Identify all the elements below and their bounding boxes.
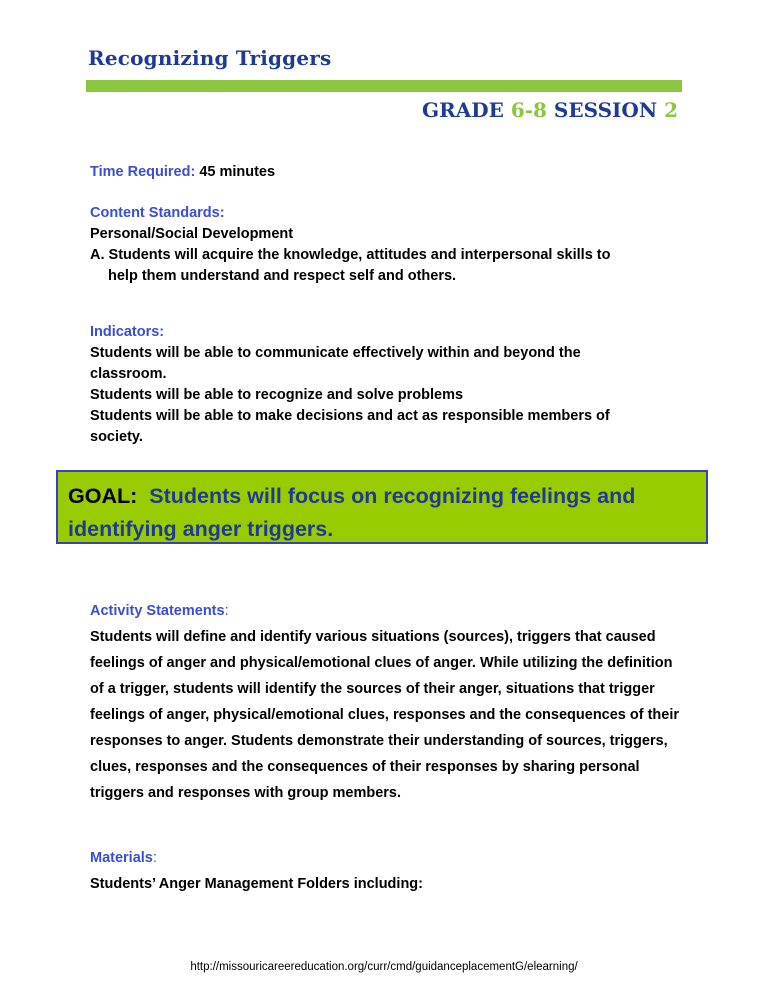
content-standards xyxy=(90,203,611,287)
header-divider xyxy=(86,80,682,92)
time-required-value: 45 minutes xyxy=(199,164,276,180)
session-value: 2 xyxy=(664,98,678,122)
footer-url: http://missouricareereducation.org/curr/cmd/guidanceplacementG/elearning/ xyxy=(190,961,578,973)
page-title: Recognizing Triggers xyxy=(88,46,332,70)
indicators-label: Indicators: xyxy=(90,324,165,340)
materials xyxy=(90,845,690,897)
content-standards-label: Content Standards: xyxy=(90,205,225,221)
content-standards-item-a-line1: A. Students will acquire the knowledge, attitudes and interpersonal skills to xyxy=(90,247,611,263)
time-required-label: Time Required: xyxy=(90,164,196,180)
indicator-line-1: Students will be able to communicate effectively within and beyond the xyxy=(90,345,581,361)
materials-colon: : xyxy=(152,850,157,866)
goal-label: GOAL: xyxy=(68,484,138,508)
activity-statements-label: Activity Statements xyxy=(90,603,225,619)
grade-value: 6-8 xyxy=(510,98,547,122)
indicator-line-4: Students will be able to make decisions and act as responsible members of xyxy=(90,408,610,424)
session-prefix: SESSION xyxy=(546,98,665,122)
materials-text: Students’ Anger Management Folders including: xyxy=(90,876,423,892)
goal-box xyxy=(56,470,708,544)
indicator-line-3: Students will be able to recognize and solve problems xyxy=(90,387,464,403)
grade-prefix: GRADE xyxy=(422,98,511,122)
activity-statements-colon: : xyxy=(224,603,229,619)
materials-label: Materials xyxy=(90,850,153,866)
goal-text: Students will focus on recognizing feelings and identifying anger triggers. xyxy=(68,484,636,541)
content-standards-item-a-line2: help them understand and respect self and others. xyxy=(108,268,457,284)
grade-session-heading xyxy=(422,98,678,122)
indicator-line-2: classroom. xyxy=(90,366,167,382)
activity-statements-text: Students will define and identify various situations (sources), triggers that caused feelings of anger and physical/emotional clues of anger. While utilizing the definition of a trigger, students will identify the sources of their anger, situations that trigger feelings of anger, physical/emotional clues, responses and the consequences of their responses to anger. Students demonstrate their understanding of sources, triggers, clues, responses and the consequences of their responses by sharing personal triggers and responses with group members. xyxy=(90,629,680,801)
indicator-line-5: society. xyxy=(90,429,143,445)
activity-statements xyxy=(90,598,690,806)
indicators xyxy=(90,322,610,448)
time-required xyxy=(90,162,275,183)
content-standards-area: Personal/Social Development xyxy=(90,226,294,242)
